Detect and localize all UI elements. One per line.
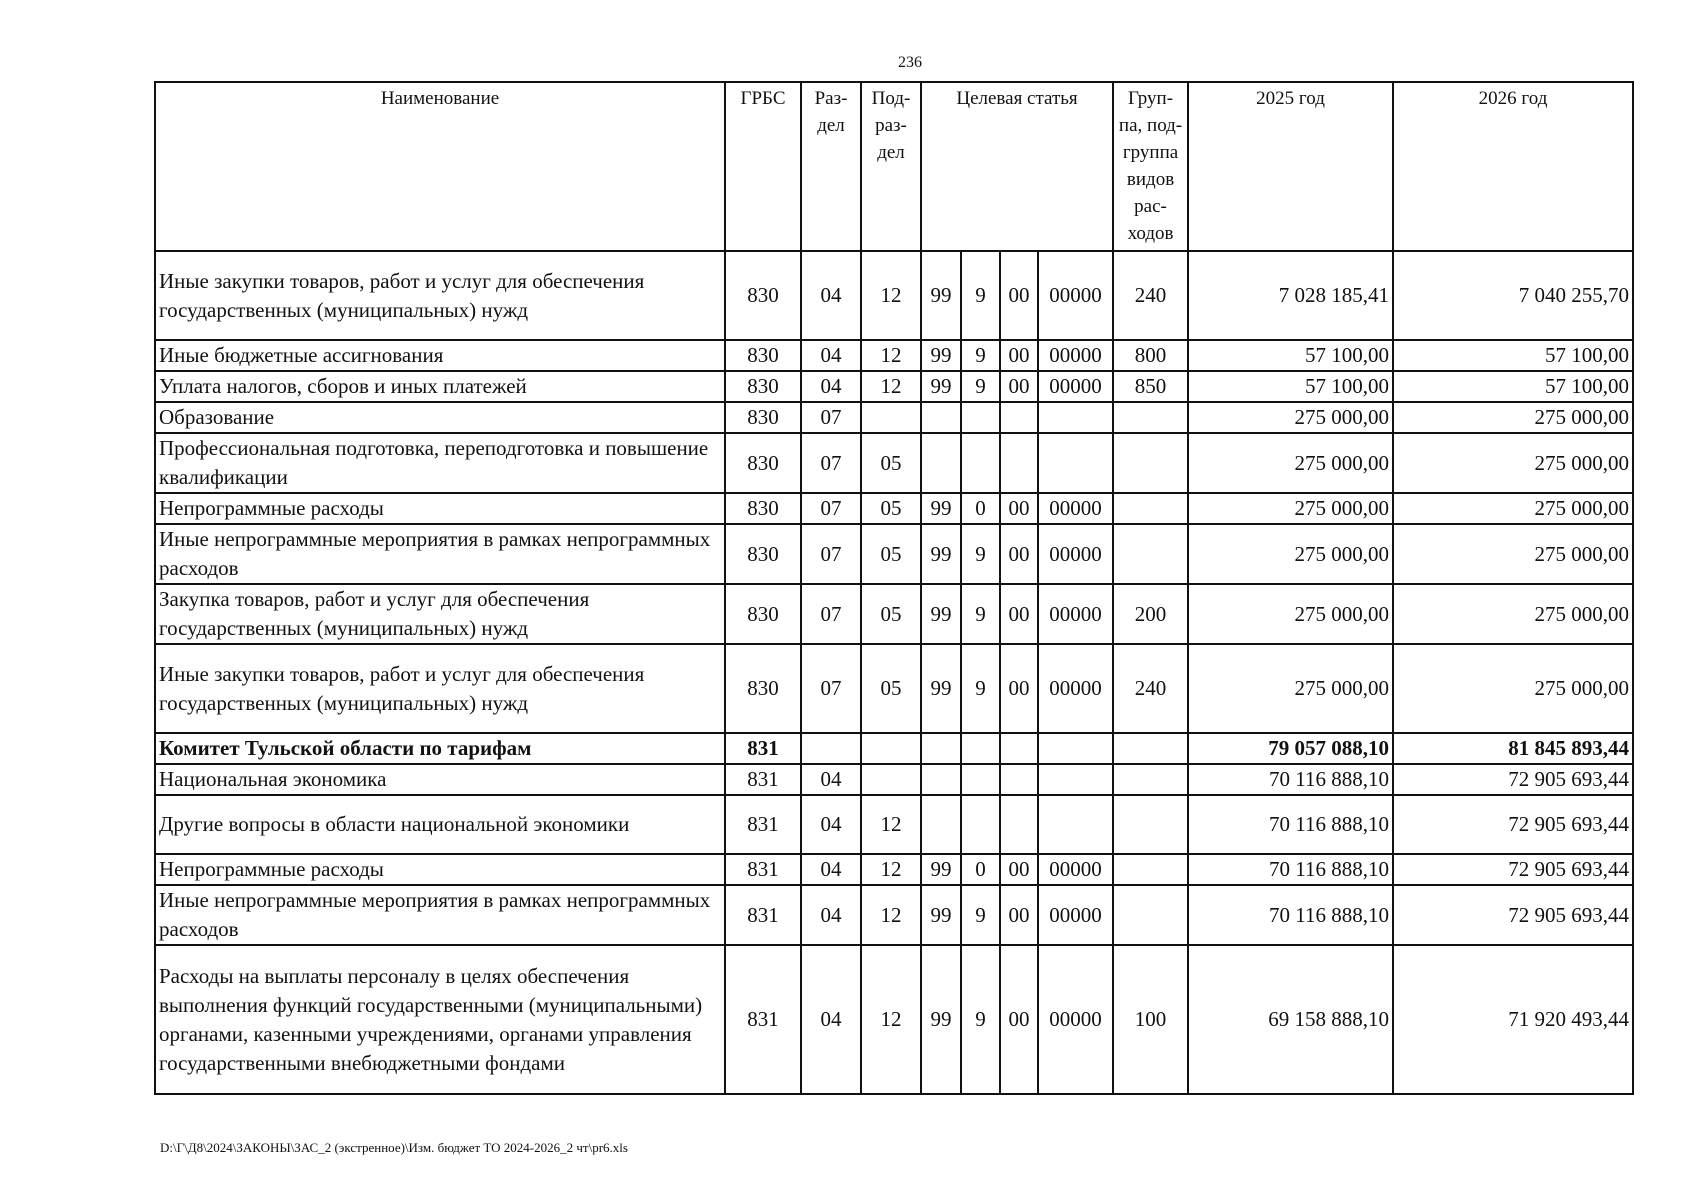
row-grbs: 831 (725, 885, 801, 945)
row-razdel: 04 (801, 885, 861, 945)
row-grbs: 831 (725, 854, 801, 885)
row-podrazdel: 05 (861, 433, 921, 493)
row-grbs: 831 (725, 733, 801, 764)
row-target-program: 99 (921, 251, 961, 340)
budget-table (154, 81, 1634, 1095)
row-amount-2026: 72 905 693,44 (1393, 885, 1633, 945)
row-amount-2025: 7 028 185,41 (1188, 251, 1393, 340)
row-target-code: 00000 (1038, 885, 1113, 945)
row-amount-2025: 275 000,00 (1188, 524, 1393, 584)
table-row (155, 795, 1633, 854)
row-target-type (961, 433, 1000, 493)
row-target-program: 99 (921, 644, 961, 733)
table-row (155, 733, 1633, 764)
row-target-type: 9 (961, 584, 1000, 644)
row-amount-2025: 69 158 888,10 (1188, 945, 1393, 1094)
row-target-type (961, 795, 1000, 854)
row-podrazdel: 05 (861, 524, 921, 584)
row-target-code (1038, 795, 1113, 854)
row-target-direction: 00 (1000, 644, 1038, 733)
table-row (155, 524, 1633, 584)
row-target-direction: 00 (1000, 584, 1038, 644)
row-target-code (1038, 433, 1113, 493)
header-grbs: ГРБС (725, 82, 801, 251)
row-target-code (1038, 402, 1113, 433)
table-header-row (155, 82, 1633, 251)
row-amount-2026: 275 000,00 (1393, 402, 1633, 433)
row-target-direction: 00 (1000, 371, 1038, 402)
row-amount-2026: 275 000,00 (1393, 644, 1633, 733)
row-target-program: 99 (921, 371, 961, 402)
row-podrazdel: 12 (861, 251, 921, 340)
row-name: Иные закупки товаров, работ и услуг для обеспечения государственных (муниципальных) нужд (155, 644, 725, 733)
row-amount-2025: 79 057 088,10 (1188, 733, 1393, 764)
row-target-direction: 00 (1000, 340, 1038, 371)
row-amount-2026: 57 100,00 (1393, 340, 1633, 371)
row-amount-2025: 275 000,00 (1188, 433, 1393, 493)
row-target-program: 99 (921, 493, 961, 524)
row-name: Профессиональная подготовка, переподготовка и повышение квалификации (155, 433, 725, 493)
row-razdel: 07 (801, 584, 861, 644)
row-expense-group (1113, 733, 1188, 764)
table-row (155, 340, 1633, 371)
row-target-direction: 00 (1000, 885, 1038, 945)
row-target-direction: 00 (1000, 524, 1038, 584)
row-podrazdel (861, 402, 921, 433)
row-podrazdel: 12 (861, 795, 921, 854)
row-name: Расходы на выплаты персоналу в целях обеспечения выполнения функций государственными (муниципальными) органами, казенными учреждениями, органами управления государственными внебюджетными фондами (155, 945, 725, 1094)
header-year-2026: 2026 год (1393, 82, 1633, 251)
row-name: Закупка товаров, работ и услуг для обеспечения государственных (муниципальных) нужд (155, 584, 725, 644)
row-target-type (961, 764, 1000, 795)
row-amount-2026: 275 000,00 (1393, 584, 1633, 644)
table-row (155, 433, 1633, 493)
row-grbs: 830 (725, 371, 801, 402)
row-podrazdel: 12 (861, 854, 921, 885)
row-amount-2026: 7 040 255,70 (1393, 251, 1633, 340)
row-target-code: 00000 (1038, 340, 1113, 371)
row-razdel: 07 (801, 433, 861, 493)
row-amount-2026: 81 845 893,44 (1393, 733, 1633, 764)
row-grbs: 830 (725, 402, 801, 433)
row-target-type: 9 (961, 524, 1000, 584)
row-name: Национальная экономика (155, 764, 725, 795)
row-razdel: 07 (801, 524, 861, 584)
table-row (155, 644, 1633, 733)
row-name: Уплата налогов, сборов и иных платежей (155, 371, 725, 402)
row-amount-2026: 72 905 693,44 (1393, 854, 1633, 885)
row-target-direction (1000, 433, 1038, 493)
row-target-type: 9 (961, 251, 1000, 340)
row-amount-2025: 70 116 888,10 (1188, 885, 1393, 945)
row-target-direction: 00 (1000, 251, 1038, 340)
header-razdel: Раз-дел (801, 82, 861, 251)
table-body (155, 251, 1633, 1094)
row-podrazdel: 05 (861, 493, 921, 524)
row-target-direction (1000, 764, 1038, 795)
row-target-program: 99 (921, 885, 961, 945)
row-target-direction: 00 (1000, 854, 1038, 885)
row-target-direction (1000, 795, 1038, 854)
row-amount-2026: 72 905 693,44 (1393, 795, 1633, 854)
table-row (155, 854, 1633, 885)
table-row (155, 584, 1633, 644)
row-amount-2026: 275 000,00 (1393, 524, 1633, 584)
row-podrazdel: 05 (861, 584, 921, 644)
header-target-article: Целевая статья (921, 82, 1113, 251)
row-target-program (921, 402, 961, 433)
row-razdel (801, 733, 861, 764)
header-expense-group: Груп-па, под-группа видов рас-ходов (1113, 82, 1188, 251)
row-expense-group: 240 (1113, 251, 1188, 340)
row-target-code: 00000 (1038, 251, 1113, 340)
row-name: Комитет Тульской области по тарифам (155, 733, 725, 764)
row-target-type: 9 (961, 340, 1000, 371)
row-expense-group (1113, 885, 1188, 945)
row-razdel: 07 (801, 402, 861, 433)
row-target-type: 9 (961, 644, 1000, 733)
row-amount-2026: 275 000,00 (1393, 433, 1633, 493)
row-name: Образование (155, 402, 725, 433)
header-year-2025: 2025 год (1188, 82, 1393, 251)
row-expense-group: 800 (1113, 340, 1188, 371)
row-expense-group: 200 (1113, 584, 1188, 644)
row-podrazdel: 12 (861, 371, 921, 402)
row-amount-2025: 275 000,00 (1188, 584, 1393, 644)
row-amount-2026: 275 000,00 (1393, 493, 1633, 524)
row-target-direction (1000, 733, 1038, 764)
row-amount-2025: 57 100,00 (1188, 371, 1393, 402)
table-row (155, 945, 1633, 1094)
row-expense-group: 240 (1113, 644, 1188, 733)
row-target-program: 99 (921, 945, 961, 1094)
row-razdel: 04 (801, 854, 861, 885)
table-row (155, 371, 1633, 402)
row-target-code: 00000 (1038, 644, 1113, 733)
row-target-type: 9 (961, 885, 1000, 945)
row-podrazdel (861, 764, 921, 795)
row-amount-2025: 70 116 888,10 (1188, 854, 1393, 885)
row-expense-group (1113, 524, 1188, 584)
row-target-type: 0 (961, 493, 1000, 524)
row-name: Иные непрограммные мероприятия в рамках непрограммных расходов (155, 885, 725, 945)
row-target-type: 9 (961, 945, 1000, 1094)
row-amount-2026: 71 920 493,44 (1393, 945, 1633, 1094)
row-target-program (921, 433, 961, 493)
row-expense-group (1113, 402, 1188, 433)
row-grbs: 830 (725, 493, 801, 524)
row-target-program: 99 (921, 340, 961, 371)
row-amount-2025: 70 116 888,10 (1188, 795, 1393, 854)
row-razdel: 04 (801, 764, 861, 795)
row-razdel: 07 (801, 493, 861, 524)
file-path-footer: D:\Г\Д8\2024\ЗАКОНЫ\ЗАС_2 (экстренное)\Изм. бюджет ТО 2024-2026_2 чт\pr6.xls (160, 1140, 628, 1155)
row-name: Другие вопросы в области национальной экономики (155, 795, 725, 854)
table-row (155, 885, 1633, 945)
row-podrazdel: 05 (861, 644, 921, 733)
table-row (155, 764, 1633, 795)
row-target-code: 00000 (1038, 584, 1113, 644)
row-grbs: 830 (725, 524, 801, 584)
table-row (155, 251, 1633, 340)
header-podrazdel: Под-раз-дел (861, 82, 921, 251)
row-target-code (1038, 733, 1113, 764)
row-target-code: 00000 (1038, 854, 1113, 885)
row-target-program: 99 (921, 524, 961, 584)
row-grbs: 830 (725, 584, 801, 644)
row-amount-2025: 70 116 888,10 (1188, 764, 1393, 795)
row-razdel: 04 (801, 371, 861, 402)
row-razdel: 07 (801, 644, 861, 733)
table-row (155, 493, 1633, 524)
row-target-code: 00000 (1038, 524, 1113, 584)
row-target-program: 99 (921, 854, 961, 885)
row-target-code: 00000 (1038, 371, 1113, 402)
row-name: Иные закупки товаров, работ и услуг для обеспечения государственных (муниципальных) нужд (155, 251, 725, 340)
row-target-program (921, 764, 961, 795)
row-expense-group (1113, 764, 1188, 795)
page-number: 236 (898, 54, 922, 71)
row-expense-group (1113, 795, 1188, 854)
row-target-code: 00000 (1038, 493, 1113, 524)
row-amount-2025: 275 000,00 (1188, 493, 1393, 524)
row-expense-group (1113, 854, 1188, 885)
row-amount-2025: 57 100,00 (1188, 340, 1393, 371)
row-podrazdel: 12 (861, 340, 921, 371)
row-target-direction: 00 (1000, 945, 1038, 1094)
row-amount-2026: 72 905 693,44 (1393, 764, 1633, 795)
row-expense-group: 850 (1113, 371, 1188, 402)
row-name: Непрограммные расходы (155, 493, 725, 524)
row-target-type: 9 (961, 371, 1000, 402)
row-razdel: 04 (801, 340, 861, 371)
row-target-type: 0 (961, 854, 1000, 885)
row-name: Иные непрограммные мероприятия в рамках непрограммных расходов (155, 524, 725, 584)
row-target-direction (1000, 402, 1038, 433)
row-expense-group (1113, 433, 1188, 493)
row-target-type (961, 733, 1000, 764)
row-name: Иные бюджетные ассигнования (155, 340, 725, 371)
row-podrazdel: 12 (861, 945, 921, 1094)
row-razdel: 04 (801, 251, 861, 340)
row-target-direction: 00 (1000, 493, 1038, 524)
row-amount-2025: 275 000,00 (1188, 402, 1393, 433)
row-expense-group: 100 (1113, 945, 1188, 1094)
row-target-program (921, 795, 961, 854)
row-grbs: 831 (725, 945, 801, 1094)
row-amount-2026: 57 100,00 (1393, 371, 1633, 402)
row-amount-2025: 275 000,00 (1188, 644, 1393, 733)
row-expense-group (1113, 493, 1188, 524)
row-grbs: 831 (725, 795, 801, 854)
row-podrazdel (861, 733, 921, 764)
row-razdel: 04 (801, 795, 861, 854)
row-name: Непрограммные расходы (155, 854, 725, 885)
row-target-type (961, 402, 1000, 433)
row-podrazdel: 12 (861, 885, 921, 945)
row-grbs: 830 (725, 251, 801, 340)
row-target-program: 99 (921, 584, 961, 644)
row-grbs: 831 (725, 764, 801, 795)
row-grbs: 830 (725, 433, 801, 493)
row-razdel: 04 (801, 945, 861, 1094)
header-name: Наименование (155, 82, 725, 251)
row-grbs: 830 (725, 340, 801, 371)
row-grbs: 830 (725, 644, 801, 733)
row-target-program (921, 733, 961, 764)
table-row (155, 402, 1633, 433)
row-target-code: 00000 (1038, 945, 1113, 1094)
row-target-code (1038, 764, 1113, 795)
